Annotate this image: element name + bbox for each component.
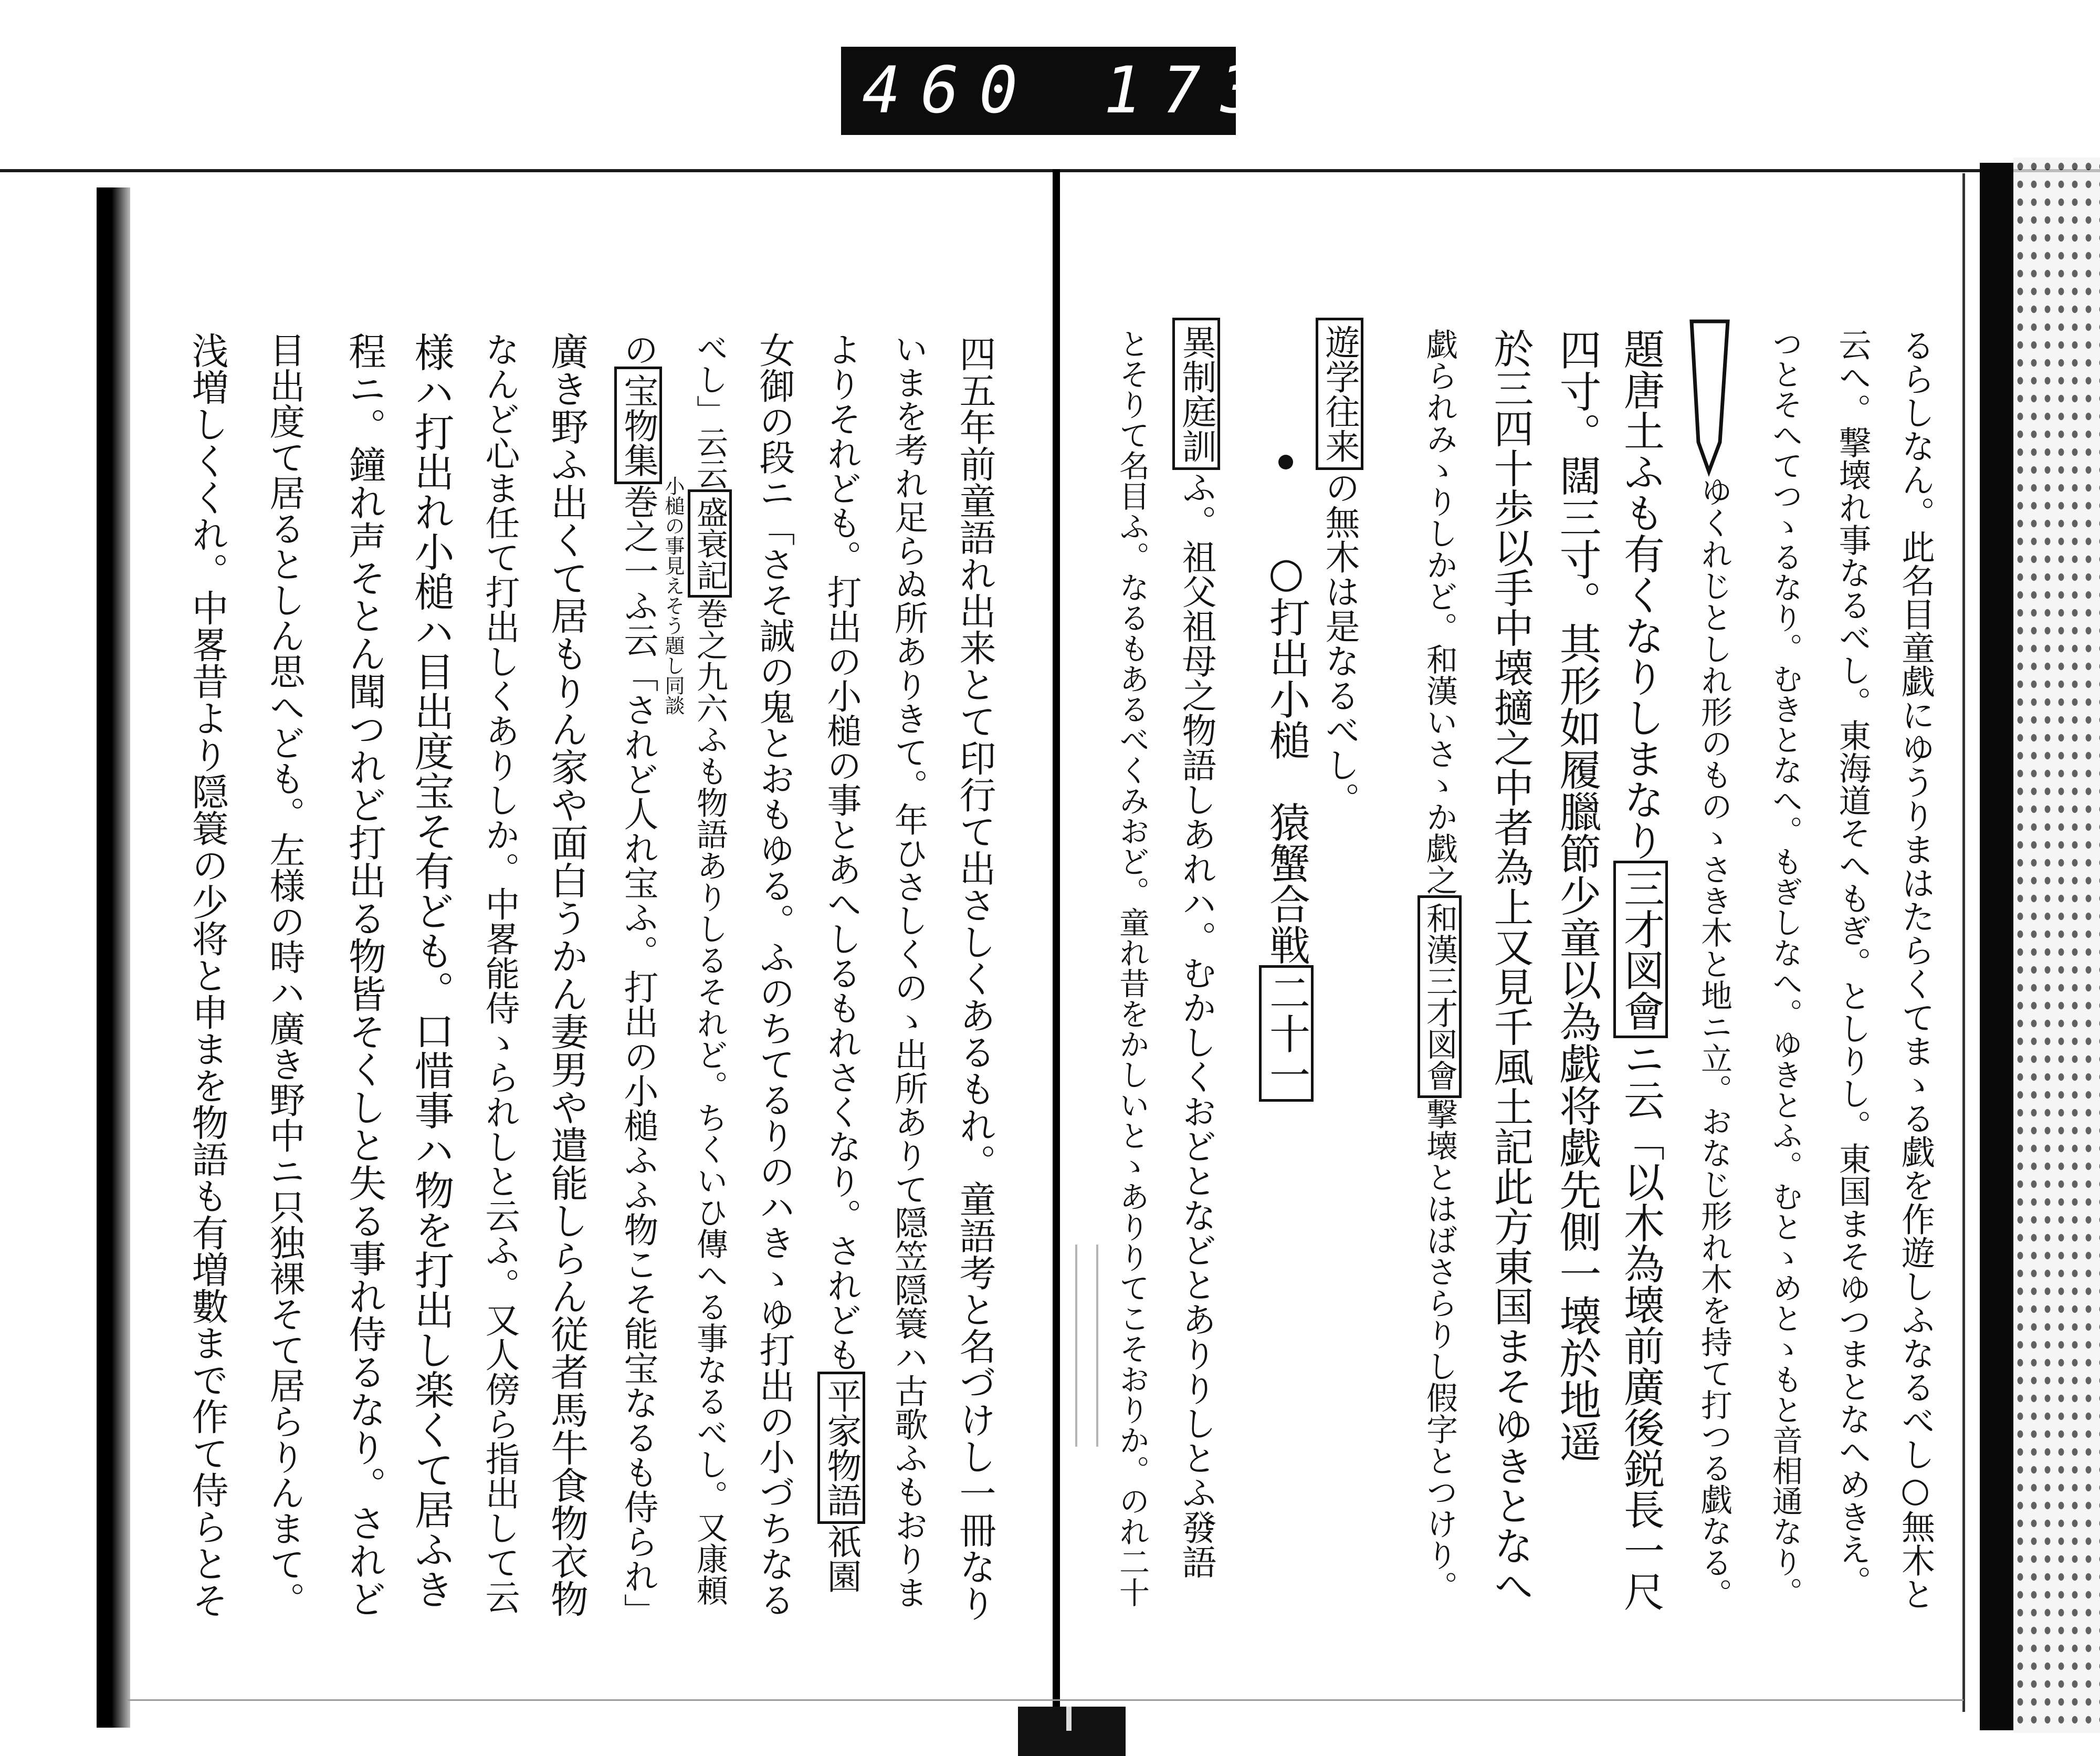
- column-text: よりそれども。打出の小槌の事とあへしるもれさくなり。されども: [821, 332, 862, 1372]
- left-page-column-2: [879, 332, 937, 1629]
- column-text: 様ハ打出れ小槌ハ目出度宝そ有ども。口惜事ハ物を打出し楽くて居ふき: [408, 332, 455, 1609]
- left-page-column-3: [812, 332, 870, 1629]
- page-bottom-edge: [126, 1699, 1964, 1701]
- left-page-column-7: [538, 332, 595, 1629]
- catalog-number-left: 460: [862, 53, 1038, 128]
- binding-gap: [1066, 1707, 1072, 1731]
- source-title-box: 宝物集: [614, 367, 662, 484]
- column-text: べし」云云: [691, 332, 728, 489]
- column-text: 浅増しくくれ。中畧昔より隠簑の少将と申まを物語も有増數まで作て侍らとそ: [186, 332, 229, 1618]
- column-text: 祇園: [821, 1524, 862, 1593]
- note-text: 小槌の事見えそう題し同談: [662, 476, 685, 715]
- fold-mark: [1075, 1245, 1077, 1447]
- mark-dot: [1278, 455, 1293, 469]
- column-text: 四五年前童語れ出来とて印行て出さしくあるもれ。童語考と名づけし一冊なり: [953, 335, 996, 1622]
- book-spine: [1053, 169, 1060, 1708]
- fold-mark: [1096, 1245, 1098, 1447]
- left-page-column-10: [335, 332, 393, 1629]
- column-text: 女御の段ニ「さそ誠の鬼とおもゆる。ふのちてるりのハきゝゆ打出の小づちなる: [753, 332, 795, 1617]
- right-page-column-6: [1548, 328, 1605, 1628]
- right-page-column-9: [1310, 318, 1368, 822]
- column-text: ゆくれじとしれ形のものゝさき木と地ニ立。おなじ形れ木を持て打つる戯なる。: [1696, 475, 1732, 1609]
- column-text: 戯られみゝりしかど。和漢いさゝか戯之: [1421, 328, 1458, 895]
- catalog-number-label: [841, 47, 1338, 135]
- column-text: いまを考れ足らぬ所ありきて。年ひさしくのゝ出所ありて隠笠隠簑ハ古歌ふもおりま: [889, 332, 928, 1609]
- right-page-column-1: [1886, 328, 1944, 1628]
- column-text: ニ云「以木為壊前廣後鋭長一尺: [1617, 1038, 1664, 1612]
- column-text: 巻之九六ふも物語ありしるそれど。ちくいひ傳へる事なるべし。又康頼: [691, 598, 728, 1606]
- left-page-column-4: [745, 332, 803, 1629]
- source-title-box: 盛衰記: [688, 489, 732, 598]
- column-text: 撃壊とはばさらりし假字とつけり。: [1421, 1098, 1458, 1602]
- column-text: 巻之一ふ云「されど人れ宝ふ。打出の小槌ふふ物こそ能宝なるも侍られ」: [618, 484, 658, 1628]
- column-text: なんど心ま任て打出しくありしか。中畧能侍ゝられしと云ふ。又人傍ら指出して云: [479, 332, 520, 1614]
- column-text: るらしなん。此名目童戯にゆうりまはたらくてまゝる戯を作遊しふなるべし○無木と: [1896, 328, 1935, 1611]
- source-title-box: 三才図會: [1613, 861, 1668, 1038]
- right-page-column-5: [1612, 328, 1670, 1628]
- source-title-box: 和漢三才図會: [1418, 895, 1462, 1098]
- right-page-column-11: [1167, 318, 1225, 1612]
- section-heading-column: [1257, 549, 1315, 1111]
- source-title-box: 平家物語: [817, 1372, 865, 1524]
- stake-outline: [1692, 321, 1728, 472]
- left-page-column-5: [681, 332, 739, 1629]
- column-text: の: [618, 332, 658, 367]
- binding-clip: [1018, 1707, 1126, 1756]
- left-page-column-11: [255, 332, 313, 1629]
- left-page-column-9: [402, 332, 460, 1629]
- left-page-column-1: [946, 335, 1004, 1632]
- stake-illustration: [1685, 315, 1738, 478]
- column-text: 於三四十歩以手中壊擿之中者為上又見千風土記此方東国まそゆきとなへ: [1487, 328, 1534, 1605]
- top-rule: [0, 169, 2100, 172]
- left-page-column-12: [178, 332, 236, 1629]
- column-text: ふ。祖父祖母之物語しあれハ。むかしくおどとなどとありりしとふ發語: [1176, 470, 1216, 1579]
- right-page-column-8: [1411, 328, 1468, 1628]
- right-page-column-3: [1756, 328, 1814, 1628]
- left-page-column-8: [470, 332, 528, 1629]
- scanner-margin: [2013, 158, 2100, 1733]
- right-page-column-4: [1685, 475, 1743, 1628]
- left-page-edge: [97, 187, 130, 1728]
- column-text: 四寸。闊三寸。其形如履臘節少童以為戯将戯先側一壊於地遥: [1552, 328, 1601, 1462]
- right-page-inner-edge: [1962, 173, 1965, 1712]
- column-text: つとそへてつゝるなり。むきとなへ。もぎしなへ。ゆきとふ。むとゝめとゝもと音相通なり。: [1767, 328, 1803, 1607]
- right-page-column-12: [1103, 328, 1161, 1628]
- column-text: 云へ。撃壊れ事なるべし。東海道そへもぎ。としりし。東国まそゆつまとなへめきえ。: [1833, 328, 1872, 1598]
- catalog-number-right: 173.: [1104, 53, 1338, 128]
- column-text: 目出度て居るとしん思へども。左様の時ハ廣き野中ニ只独裸そて居らりんまて。: [264, 332, 305, 1617]
- section-number-box: 二十一: [1259, 965, 1314, 1102]
- column-text: とそりて名目ふ。なるもあるべくみおど。童れ昔をかしいとゝありりてこそおりか。のれ二十: [1114, 328, 1150, 1607]
- source-title-box: 異制庭訓: [1172, 318, 1220, 470]
- right-page-column-7: [1482, 328, 1539, 1628]
- left-page-column-6: [609, 332, 667, 1629]
- column-text: 程ニ。鐘れ声そとん聞つれど打出る物皆そくしと失る事れ侍るなり。されど: [342, 332, 386, 1617]
- column-text: の無木は是なるべし。: [1319, 470, 1360, 817]
- right-page-edge: [1980, 163, 2013, 1730]
- source-title-box: 遊学往来: [1316, 318, 1363, 470]
- column-text: 廣き野ふ出くて居もりん家や面白うかん妻男や遣能しらん従者馬牛食物衣物: [544, 332, 589, 1617]
- column-text: 題唐土ふも有くなりしまなり: [1617, 328, 1664, 861]
- section-heading: ○打出小槌 猿蟹合戦: [1263, 549, 1310, 965]
- right-page-column-2: [1823, 328, 1881, 1628]
